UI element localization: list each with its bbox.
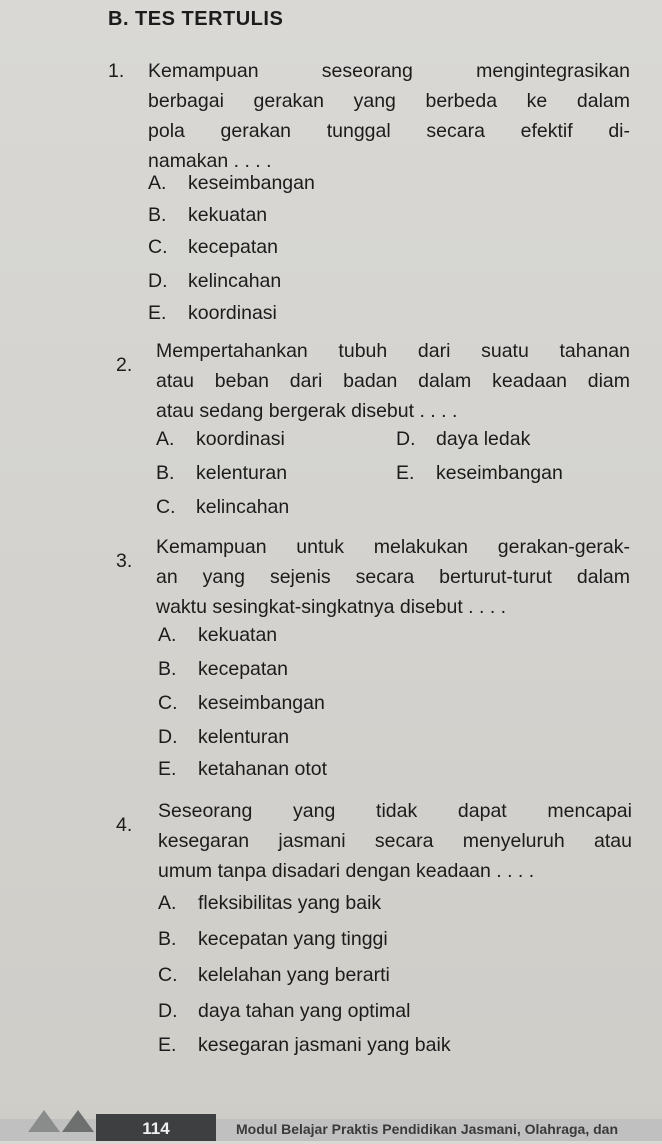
option-text: daya ledak: [436, 428, 531, 450]
option-text: koordinasi: [196, 428, 285, 450]
question-line: Kemampuan seseorang mengintegrasikan: [148, 60, 630, 82]
option-d: [396, 428, 530, 451]
footer-decoration: [28, 1110, 60, 1132]
option-text: keseimbangan: [436, 462, 563, 484]
question-number: 3.: [116, 550, 133, 572]
option-text: kelincahan: [196, 496, 290, 518]
option-e: [158, 1034, 451, 1057]
option-letter: D.: [148, 270, 168, 292]
option-text: kelenturan: [198, 726, 290, 748]
question-line: an yang sejenis secara berturut-turut dalam: [156, 566, 630, 588]
option-letter: C.: [158, 692, 178, 714]
option-letter: B.: [158, 658, 177, 680]
option-text: daya tahan yang optimal: [198, 1000, 411, 1022]
option-letter: D.: [158, 726, 178, 748]
option-c: [158, 964, 390, 987]
option-letter: B.: [158, 928, 177, 950]
option-letter: E.: [158, 758, 177, 780]
option-letter: E.: [148, 302, 167, 324]
option-letter: D.: [158, 1000, 178, 1022]
question-number: 4.: [116, 814, 133, 836]
option-letter: C.: [148, 236, 168, 258]
option-text: kekuatan: [198, 624, 278, 646]
option-text: keseimbangan: [198, 692, 325, 714]
option-letter: E.: [158, 1034, 177, 1056]
page-footer: [0, 1110, 662, 1141]
option-text: kelelahan yang berarti: [198, 964, 390, 986]
option-a: [158, 624, 277, 647]
question-text: [156, 532, 630, 622]
option-a: [148, 172, 315, 195]
option-b: [148, 204, 267, 227]
option-c: [156, 496, 289, 519]
option-letter: A.: [158, 892, 177, 914]
option-c: [158, 692, 325, 715]
option-letter: A.: [156, 428, 175, 450]
option-text: kesegaran jasmani yang baik: [198, 1034, 451, 1056]
question-line: atau sedang bergerak disebut . . . .: [156, 400, 458, 422]
option-d: [158, 1000, 410, 1023]
question-line: umum tanpa disadari dengan keadaan . . . .: [158, 860, 535, 882]
question-line: waktu sesingkat-singkatnya disebut . . . .: [156, 596, 507, 618]
option-b: [158, 928, 388, 951]
option-text: koordinasi: [188, 302, 277, 324]
question-text: [148, 56, 630, 176]
question-line: namakan . . . .: [148, 150, 272, 172]
option-a: [158, 892, 381, 915]
option-letter: A.: [158, 624, 177, 646]
option-d: [148, 270, 281, 293]
question-line: kesegaran jasmani secara menyeluruh atau: [158, 830, 632, 852]
question-line: Kemampuan untuk melakukan gerakan-gerak-: [156, 536, 630, 558]
option-letter: B.: [148, 204, 167, 226]
option-text: kecepatan: [198, 658, 288, 680]
section-title: B. TES TERTULIS: [108, 8, 284, 30]
book-title: Modul Belajar Praktis Pendidikan Jasmani, Olahraga, dan: [236, 1121, 619, 1137]
option-a: [156, 428, 285, 451]
option-letter: E.: [396, 462, 415, 484]
option-letter: C.: [156, 496, 176, 518]
question-line: Mempertahankan tubuh dari suatu tahanan: [156, 340, 630, 362]
question-line: Seseorang yang tidak dapat mencapai: [158, 800, 632, 822]
option-text: kecepatan: [188, 236, 278, 258]
option-text: keseimbangan: [188, 172, 315, 194]
option-letter: C.: [158, 964, 178, 986]
option-letter: A.: [148, 172, 167, 194]
option-letter: B.: [156, 462, 175, 484]
question-line: pola gerakan tunggal secara efektif di-: [148, 120, 630, 142]
question-line: atau beban dari badan dalam keadaan diam: [156, 370, 630, 392]
option-text: ketahanan otot: [198, 758, 328, 780]
page-number: 114: [96, 1114, 216, 1141]
option-text: kelincahan: [188, 270, 282, 292]
option-e: [148, 302, 277, 325]
question-number: 2.: [116, 354, 133, 376]
question-text: [156, 336, 630, 426]
option-e: [158, 758, 327, 781]
option-b: [156, 462, 287, 485]
option-b: [158, 658, 288, 681]
question-number: 1.: [108, 60, 125, 82]
question-text: [158, 796, 632, 886]
option-text: kelenturan: [196, 462, 288, 484]
option-text: kekuatan: [188, 204, 268, 226]
option-text: kecepatan yang tinggi: [198, 928, 388, 950]
option-c: [148, 236, 278, 259]
option-e: [396, 462, 563, 485]
option-letter: D.: [396, 428, 416, 450]
footer-decoration: [62, 1110, 94, 1132]
option-d: [158, 726, 289, 749]
option-text: fleksibilitas yang baik: [198, 892, 382, 914]
question-line: berbagai gerakan yang berbeda ke dalam: [148, 90, 630, 112]
